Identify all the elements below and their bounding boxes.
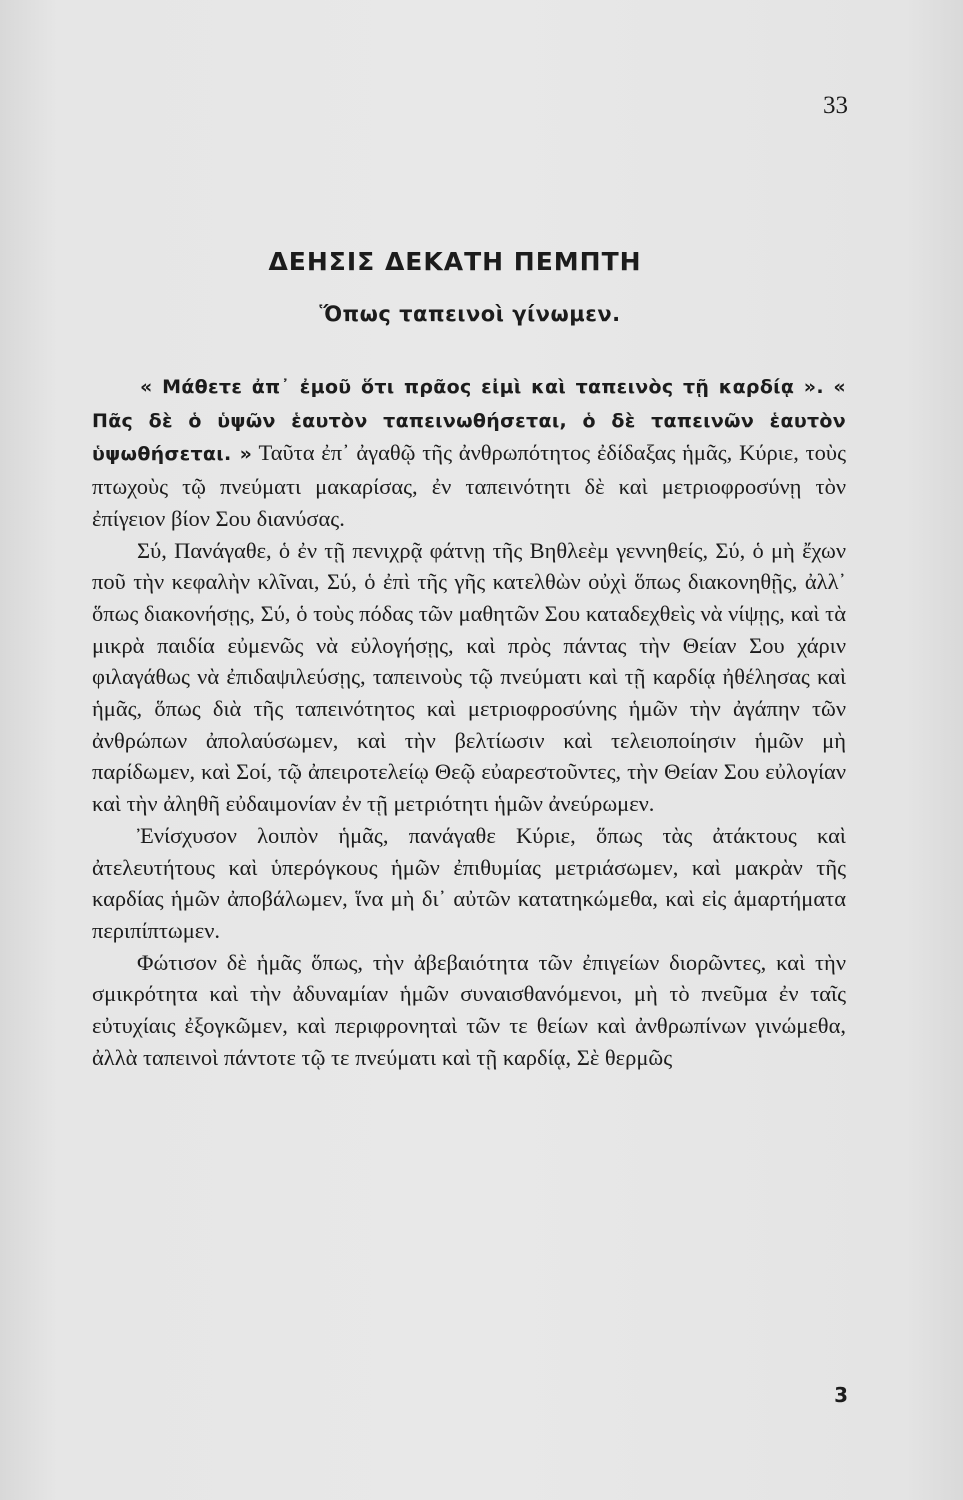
paragraph-3: Ἐνίσχυσον λοιπὸν ἡμᾶς, πανάγαθε Κύριε, ὅπως τὰς ἀτάκτους καὶ ἀτελευτήτους καὶ ὑπερόγκους ἡμῶν ἐπιθυμίας μετριάσωμεν, καὶ μακρὰν τῆς καρδίας ἡμῶν ἀποβάλωμεν, ἵνα μὴ δι᾽ αὐτῶν κατατηκώμεθα, καὶ εἰς ἁμαρτήματα περιπίπτωμεν.	[92, 822, 846, 943]
scripture-quote: « Μάθετε ἀπ᾽ ἐμοῦ ὅτι πρᾶος εἰμὶ καὶ ταπεινὸς τῇ καρδίᾳ ». « Πᾶς δὲ ὁ ὑψῶν ἑαυτὸν ταπεινωθήσεται, ὁ δὲ ταπεινῶν ἑαυτὸν ὑψωθήσεται. »	[92, 376, 846, 466]
body-text	[92, 370, 846, 1073]
paragraph-2: Σύ, Πανάγαθε, ὁ ἐν τῇ πενιχρᾷ φάτνῃ τῆς Βηθλεὲμ γεννηθείς, Σύ, ὁ μὴ ἔχων ποῦ τὴν κεφαλὴν κλῖναι, Σύ, ὁ ἐπὶ τῆς γῆς κατελθὼν οὐχὶ ὅπως διακονηθῇς, ἀλλ᾽ ὅπως διακονήσῃς, Σύ, ὁ τοὺς πόδας τῶν μαθητῶν Σου καταδεχθεὶς νὰ νίψῃς, καὶ τὰ μικρὰ παιδία εὐμενῶς νὰ εὐλογήσῃς, καὶ πρὸς πάντας τὴν Θείαν Σου χάριν φιλαγάθως νὰ ἐπιδαψιλεύσῃς, ταπεινοὺς τῷ πνεύματι καὶ τῇ καρδίᾳ ἠθέλησας καὶ ἡμᾶς, ὅπως διὰ τῆς ταπεινότητος καὶ μετριοφροσύνης ἡμῶν τὴν ἀγάπην τῶν ἀνθρώπων ἀπολαύσωμεν, καὶ τὴν βελτίωσιν καὶ τελειοποίησιν ἡμῶν μὴ παρίδωμεν, καὶ Σοί, τῷ ἀπειροτελείῳ Θεῷ εὐαρεστοῦντες, τὴν Θείαν Σου εὐλογίαν καὶ τὴν ἀληθῆ εὐδαιμονίαν ἐν τῇ μετριότητι ἡμῶν ἀνεύρωμεν.	[92, 537, 846, 817]
paragraph-1-text: Ταῦτα ἐπ᾽ ἀγαθῷ τῆς ἀνθρωπότητος ἐδίδαξας ἡμᾶς, Κύριε, τοὺς πτωχοὺς τῷ πνεύματι μακαρίσας, ἐν ταπεινότητι δὲ καὶ μετριοφροσύνῃ τὸν ἐπίγειον βίον Σου διανύσας.	[92, 440, 846, 531]
page-subtitle: Ὅπως ταπεινοὶ γίνωμεν.	[319, 302, 621, 326]
signature-mark: 3	[834, 1383, 848, 1407]
page-title: ΔΕΗΣΙΣ ΔΕΚΑΤΗ ΠΕΜΠΤΗ	[268, 247, 642, 276]
paragraph-4: Φώτισον δὲ ἡμᾶς ὅπως, τὴν ἀβεβαιότητα τῶν ἐπιγείων διορῶντες, καὶ τὴν σμικρότητα καὶ τὴν ἀδυναμίαν ἡμῶν συναισθανόμενοι, μὴ τὸ πνεῦμα ἐν ταῖς εὐτυχίαις ἐξογκῶμεν, καὶ περιφρονηταὶ τῶν τε θείων καὶ ἀνθρωπίνων γινώμεθα, ἀλλὰ ταπεινοὶ πάντοτε τῷ τε πνεύματι καὶ τῇ καρδίᾳ, Σὲ θερμῶς	[92, 949, 846, 1070]
paragraph-1	[92, 370, 846, 535]
page-number: 33	[823, 92, 848, 119]
